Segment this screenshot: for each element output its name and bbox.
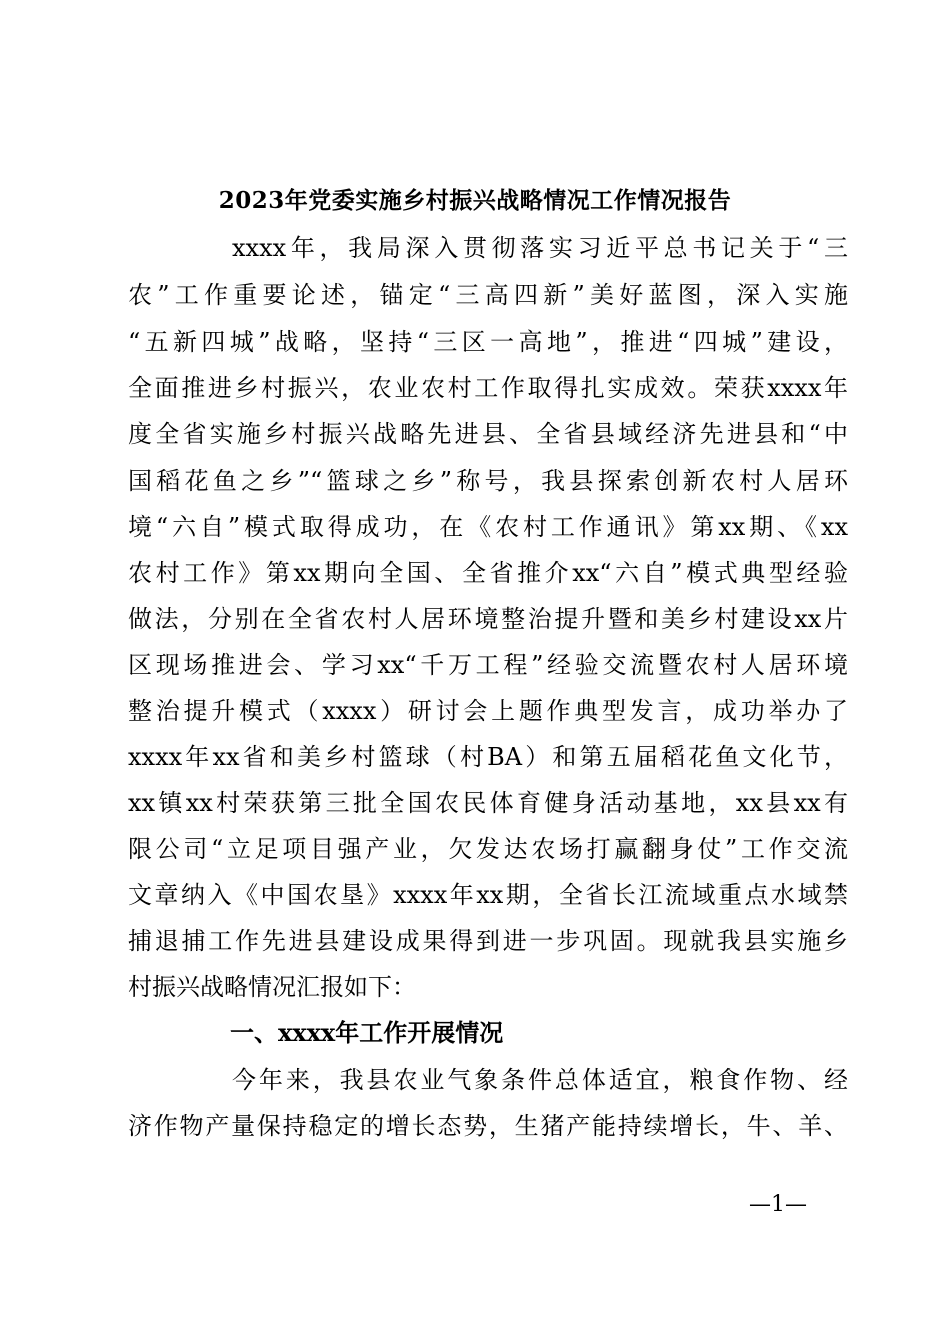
section-heading: 一、xxxx年工作开展情况 <box>230 1018 504 1047</box>
paragraph-line: 限公司“立足项目强产业，欠发达农场打赢翻身仗”工作交流 <box>128 835 848 863</box>
paragraph-line: 今年来，我县农业气象条件总体适宜，粮食作物、经 <box>232 1066 848 1094</box>
paragraph-line: 做法，分别在全省农村人居环境整治提升暨和美乡村建设xx片 <box>128 605 848 633</box>
paragraph-line: 全面推进乡村振兴，农业农村工作取得扎实成效。荣获xxxx年 <box>128 374 848 402</box>
paragraph-line: 村振兴战略情况汇报如下： <box>128 973 416 1001</box>
document-title: 2023年党委实施乡村振兴战略情况工作情况报告 <box>218 187 732 214</box>
page-number: —1— <box>749 1192 807 1217</box>
paragraph-line: 济作物产量保持稳定的增长态势，生猪产能持续增长，牛、羊、 <box>128 1112 848 1140</box>
paragraph-line: 度全省实施乡村振兴战略先进县、全省县域经济先进县和“中 <box>128 420 848 448</box>
paragraph-line: 农村工作》第xx期向全国、全省推介xx“六自”模式典型经验 <box>128 559 848 587</box>
paragraph-line: “五新四城”战略，坚持“三区一高地”，推进“四城”建设， <box>128 328 848 356</box>
paragraph-line: xxxx年xx省和美乡村篮球（村BA）和第五届稻花鱼文化节， <box>128 743 848 771</box>
paragraph-line: 捕退捕工作先进县建设成果得到进一步巩固。现就我县实施乡 <box>128 927 848 955</box>
paragraph-line: 文章纳入《中国农垦》xxxx年xx期，全省长江流域重点水域禁 <box>128 881 848 909</box>
paragraph-line: 国稻花鱼之乡”“篮球之乡”称号，我县探索创新农村人居环 <box>128 467 848 495</box>
paragraph-line: 整治提升模式（xxxx）研讨会上题作典型发言，成功举办了 <box>128 697 848 725</box>
paragraph-line: 农”工作重要论述，锚定“三高四新”美好蓝图，深入实施 <box>128 281 848 309</box>
paragraph-line: xx镇xx村荣获第三批全国农民体育健身活动基地，xx县xx有 <box>128 789 848 817</box>
paragraph-line: xxxx年，我局深入贯彻落实习近平总书记关于“三 <box>232 234 848 262</box>
paragraph-line: 境“六自”模式取得成功，在《农村工作通讯》第xx期、《xx <box>128 513 848 541</box>
paragraph-line: 区现场推进会、学习xx“千万工程”经验交流暨农村人居环境 <box>128 651 848 679</box>
